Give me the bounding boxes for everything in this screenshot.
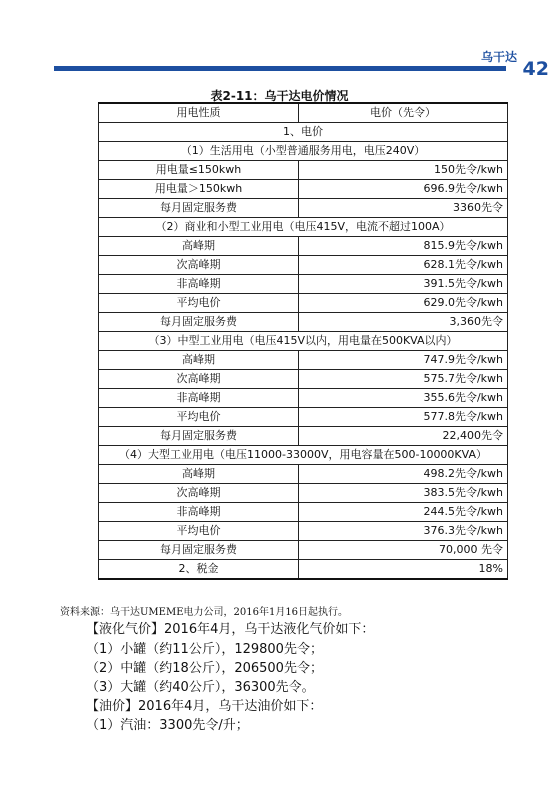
source-note: 资料来源：乌干达UMEME电力公司，2016年1月16日起执行。 bbox=[60, 607, 349, 618]
row-value: 3360先令 bbox=[299, 199, 508, 218]
row-value: 696.9先令/kwh bbox=[299, 180, 508, 199]
paragraph-lpg-medium: （2）中罐（约18公斤），206500先令； bbox=[86, 661, 323, 676]
group-row bbox=[99, 142, 508, 161]
column-header: 电价（先令） bbox=[299, 103, 508, 123]
group-row bbox=[99, 218, 508, 237]
table-row bbox=[99, 541, 508, 560]
table-row bbox=[99, 294, 508, 313]
row-value: 22,400先令 bbox=[299, 427, 508, 446]
table-row bbox=[99, 370, 508, 389]
group-title: （1）生活用电（小型普通服务用电，电压240V） bbox=[99, 142, 508, 161]
row-label: 高峰期 bbox=[99, 465, 299, 484]
column-header: 用电性质 bbox=[99, 103, 299, 123]
table-row bbox=[99, 275, 508, 294]
header-title: 乌干达 bbox=[480, 50, 517, 64]
table-header-row bbox=[99, 103, 508, 123]
group-title: （3）中型工业用电（电压415V以内，用电量在500KVA以内） bbox=[99, 332, 508, 351]
group-title: （2）商业和小型工业用电（电压415V，电流不超过100A） bbox=[99, 218, 508, 237]
tax-row bbox=[99, 560, 508, 580]
paragraph-lpg-heading: 【液化气价】2016年4月，乌干达液化气价如下： bbox=[86, 622, 375, 637]
paragraph-lpg-small: （1）小罐（约11公斤），129800先令； bbox=[86, 642, 323, 657]
row-value: 70,000 先令 bbox=[299, 541, 508, 560]
tax-label: 2、税金 bbox=[99, 560, 299, 580]
paragraph-oil-heading: 【油价】2016年4月，乌干达油价如下： bbox=[86, 699, 323, 714]
tax-value: 18% bbox=[299, 560, 508, 580]
row-value: 150先令/kwh bbox=[299, 161, 508, 180]
page-number: 42 bbox=[522, 58, 549, 80]
row-label: 用电量＞150kwh bbox=[99, 180, 299, 199]
row-label: 每月固定服务费 bbox=[99, 541, 299, 560]
row-label: 次高峰期 bbox=[99, 370, 299, 389]
row-label: 每月固定服务费 bbox=[99, 199, 299, 218]
row-label: 次高峰期 bbox=[99, 256, 299, 275]
row-label: 每月固定服务费 bbox=[99, 427, 299, 446]
row-value: 244.5先令/kwh bbox=[299, 503, 508, 522]
table-row bbox=[99, 161, 508, 180]
row-value: 815.9先令/kwh bbox=[299, 237, 508, 256]
row-value: 577.8先令/kwh bbox=[299, 408, 508, 427]
table-row bbox=[99, 408, 508, 427]
electricity-price-table bbox=[98, 102, 508, 580]
row-label: 每月固定服务费 bbox=[99, 313, 299, 332]
group-row bbox=[99, 446, 508, 465]
table-row bbox=[99, 389, 508, 408]
row-value: 747.9先令/kwh bbox=[299, 351, 508, 370]
group-row bbox=[99, 332, 508, 351]
table-row bbox=[99, 180, 508, 199]
table-row bbox=[99, 465, 508, 484]
row-label: 高峰期 bbox=[99, 237, 299, 256]
row-label: 平均电价 bbox=[99, 294, 299, 313]
row-label: 非高峰期 bbox=[99, 389, 299, 408]
row-value: 575.7先令/kwh bbox=[299, 370, 508, 389]
row-value: 355.6先令/kwh bbox=[299, 389, 508, 408]
table-row bbox=[99, 199, 508, 218]
paragraph-lpg-large: （3）大罐（约40公斤），36300先令。 bbox=[86, 680, 315, 695]
table-row bbox=[99, 256, 508, 275]
row-label: 非高峰期 bbox=[99, 275, 299, 294]
row-value: 383.5先令/kwh bbox=[299, 484, 508, 503]
table-row bbox=[99, 522, 508, 541]
table-row bbox=[99, 484, 508, 503]
row-label: 非高峰期 bbox=[99, 503, 299, 522]
row-label: 平均电价 bbox=[99, 522, 299, 541]
paragraph-oil-gasoline: （1）汽油：3300先令/升； bbox=[86, 718, 249, 733]
row-label: 用电量≤150kwh bbox=[99, 161, 299, 180]
section-row bbox=[99, 123, 508, 142]
table-row bbox=[99, 313, 508, 332]
row-label: 次高峰期 bbox=[99, 484, 299, 503]
table-row bbox=[99, 237, 508, 256]
row-value: 629.0先令/kwh bbox=[299, 294, 508, 313]
row-value: 628.1先令/kwh bbox=[299, 256, 508, 275]
row-value: 3,360先令 bbox=[299, 313, 508, 332]
table-row bbox=[99, 351, 508, 370]
row-value: 498.2先令/kwh bbox=[299, 465, 508, 484]
table-row bbox=[99, 503, 508, 522]
table-row bbox=[99, 427, 508, 446]
row-label: 平均电价 bbox=[99, 408, 299, 427]
row-value: 376.3先令/kwh bbox=[299, 522, 508, 541]
group-title: （4）大型工业用电（电压11000-33000V，用电容量在500-10000KVA） bbox=[99, 446, 508, 465]
row-label: 高峰期 bbox=[99, 351, 299, 370]
table-title: 表2-11：乌干达电价情况 bbox=[210, 89, 349, 103]
section-title: 1、电价 bbox=[99, 123, 508, 142]
header-divider bbox=[54, 66, 506, 71]
row-value: 391.5先令/kwh bbox=[299, 275, 508, 294]
